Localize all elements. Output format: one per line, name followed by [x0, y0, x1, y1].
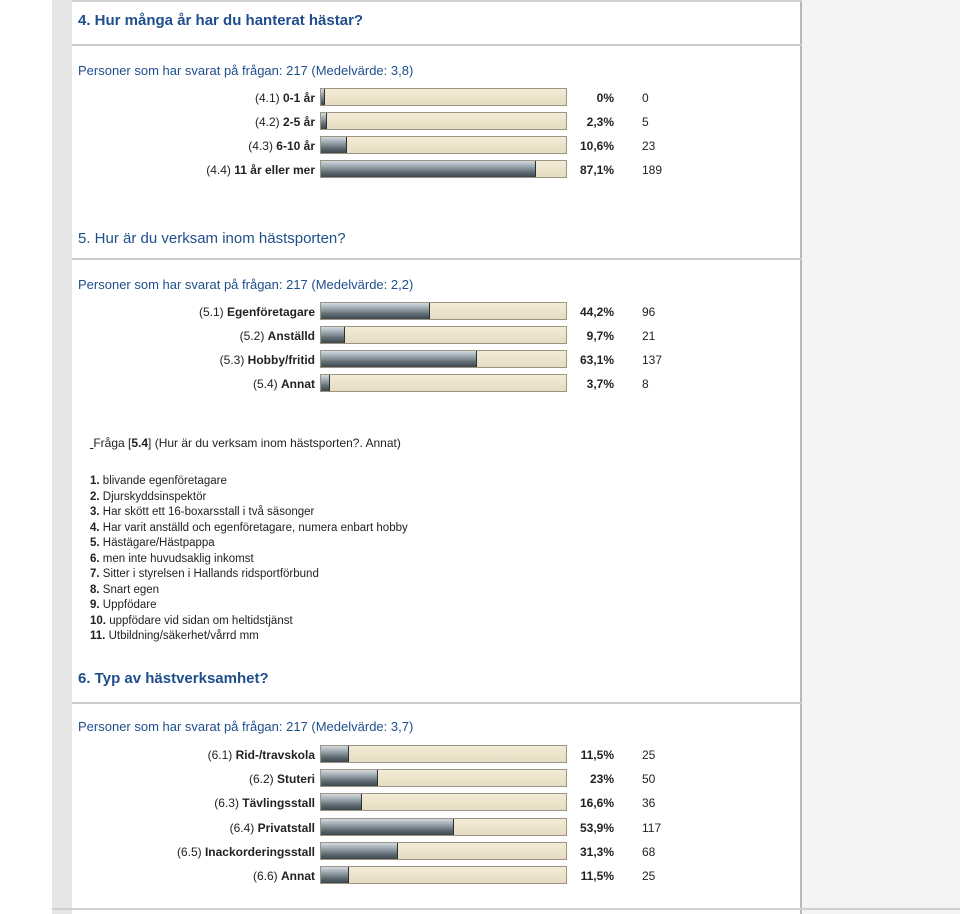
option-row	[0, 819, 700, 837]
percentage-bar-fill	[321, 351, 477, 367]
percentage-bar	[320, 88, 567, 106]
option-percentage: 11,5%	[580, 869, 614, 883]
top-divider	[72, 0, 802, 2]
other-answer-item	[90, 536, 408, 552]
question-5-separator	[72, 258, 802, 260]
other-answer-item	[90, 629, 408, 645]
option-count: 117	[642, 820, 662, 835]
option-row	[0, 794, 700, 812]
option-row	[0, 303, 700, 321]
other-answer-number: 6.	[90, 552, 103, 565]
option-count: 96	[642, 305, 656, 319]
option-row	[0, 89, 700, 107]
percentage-bar	[320, 769, 567, 787]
option-row	[0, 351, 700, 369]
percentage-bar-fill	[321, 794, 362, 810]
option-code: (6.6)	[252, 869, 281, 883]
other-answer-item	[90, 505, 408, 521]
option-count: 25	[642, 748, 656, 762]
option-count: 36	[642, 796, 656, 811]
percentage-bar	[320, 866, 567, 884]
question-4-respondents: Personer som har svarat på frågan: 217 (Medelvärde: 3,8)	[78, 63, 414, 78]
question-4-separator	[72, 44, 802, 46]
option-count: 5	[642, 115, 649, 129]
percentage-bar	[320, 818, 567, 836]
other-answer-item	[90, 474, 408, 490]
percentage-bar-fill	[321, 303, 430, 319]
option-code: (4.3)	[248, 139, 277, 153]
option-count: 23	[642, 139, 656, 153]
percentage-bar-fill	[321, 867, 349, 883]
option-label	[55, 351, 315, 369]
option-name: Annat	[281, 377, 315, 391]
option-name: Tävlingsstall	[242, 796, 315, 811]
other-answer-item	[90, 614, 408, 630]
percentage-bar	[320, 136, 567, 154]
percentage-bar	[320, 793, 567, 811]
percentage-bar	[320, 326, 567, 344]
right-pane	[802, 0, 960, 914]
option-code: (5.4)	[252, 377, 281, 391]
option-name: 11 år eller mer	[234, 163, 315, 177]
option-percentage: 23%	[589, 772, 614, 787]
option-count: 68	[642, 844, 656, 859]
other-answer-number: 1.	[90, 475, 103, 487]
other-answer-text: men inte huvudsaklig inkomst	[102, 552, 254, 565]
option-code: (5.1)	[198, 305, 227, 319]
option-row	[0, 867, 700, 885]
option-name: Stuteri	[276, 772, 315, 787]
other-answer-text: Sitter i styrelsen i Hallands ridsportförbund	[102, 568, 319, 580]
other-answer-number: 11.	[90, 630, 109, 642]
option-row	[0, 770, 700, 788]
question-5-respondents: Personer som har svarat på frågan: 217 (Medelvärde: 2,2)	[78, 277, 414, 292]
option-row	[0, 137, 700, 155]
percentage-bar-fill	[321, 770, 378, 786]
option-row	[0, 746, 700, 764]
option-percentage: 16,6%	[579, 796, 614, 811]
other-answer-number: 3.	[90, 506, 103, 518]
option-percentage: 0%	[596, 91, 614, 105]
other-answer-number: 4.	[90, 521, 103, 534]
option-name: Privatstall	[257, 820, 315, 835]
percentage-bar-fill	[321, 137, 347, 153]
option-code: (6.3)	[214, 796, 243, 811]
option-count: 189	[642, 163, 663, 177]
option-percentage: 9,7%	[586, 329, 614, 343]
percentage-bar	[320, 302, 567, 320]
question-6-separator	[72, 702, 802, 704]
option-name: Rid-/travskola	[235, 748, 315, 762]
option-percentage: 53,9%	[579, 820, 614, 835]
percentage-bar	[320, 112, 567, 130]
option-percentage: 63,1%	[579, 353, 614, 367]
other-answer-number: 10.	[90, 614, 110, 627]
option-name: Anställd	[267, 329, 315, 343]
option-percentage: 10,6%	[579, 139, 614, 153]
percentage-bar	[320, 842, 567, 860]
option-row	[0, 161, 700, 179]
option-percentage: 44,2%	[579, 305, 614, 319]
percentage-bar-fill	[321, 375, 330, 391]
option-label	[55, 89, 315, 107]
other-answer-text: Djurskyddsinspektör	[102, 490, 207, 503]
option-name: 2-5 år	[282, 115, 315, 129]
option-label	[55, 770, 315, 788]
option-label	[55, 794, 315, 812]
other-answer-number: 5.	[90, 537, 103, 549]
other-answer-item	[90, 567, 408, 583]
bottom-divider	[52, 908, 960, 910]
percentage-bar	[320, 160, 567, 178]
option-label	[55, 746, 315, 764]
option-label	[55, 867, 315, 885]
other-answers-list	[90, 474, 408, 645]
question-5-title: 5. Hur är du verksam inom hästsporten?	[78, 230, 346, 247]
option-code: (5.3)	[219, 353, 248, 367]
option-label	[55, 303, 315, 321]
option-row	[0, 327, 700, 345]
option-name: Egenföretagare	[226, 305, 315, 319]
percentage-bar-fill	[321, 843, 398, 859]
other-answer-number: 2.	[90, 490, 103, 503]
option-label	[55, 161, 315, 179]
option-code: (6.1)	[207, 748, 236, 762]
question-4-title: 4. Hur många år har du hanterat hästar?	[78, 12, 364, 29]
option-count: 50	[642, 772, 656, 787]
option-percentage: 87,1%	[579, 163, 614, 177]
percentage-bar	[320, 745, 567, 763]
option-name: Inackorderingsstall	[204, 844, 315, 859]
option-count: 137	[642, 353, 663, 367]
other-answer-item	[90, 583, 408, 599]
percentage-bar-fill	[321, 327, 345, 343]
question-6-respondents: Personer som har svarat på frågan: 217 (Medelvärde: 3,7)	[78, 719, 414, 734]
option-row	[0, 113, 700, 131]
other-answer-text: Har varit anställd och egenföretagare, numera enbart hobby	[102, 521, 408, 534]
other-answer-number: 7.	[90, 568, 103, 580]
option-percentage: 31,3%	[579, 844, 614, 859]
other-answer-number: 8.	[90, 583, 103, 596]
option-name: 6-10 år	[276, 139, 315, 153]
option-code: (4.1)	[254, 91, 283, 105]
option-label	[55, 137, 315, 155]
percentage-bar	[320, 350, 567, 368]
option-count: 8	[642, 377, 649, 391]
other-answer-text: Hästägare/Hästpappa	[102, 537, 215, 549]
option-label	[55, 327, 315, 345]
option-label	[55, 819, 315, 837]
option-count: 25	[642, 869, 656, 883]
percentage-bar-fill	[321, 746, 349, 762]
option-label	[55, 113, 315, 131]
option-row	[0, 843, 700, 861]
option-row	[0, 375, 700, 393]
option-count: 21	[642, 329, 656, 343]
other-answer-text: Uppfödare	[102, 599, 157, 611]
percentage-bar-fill	[321, 161, 536, 177]
percentage-bar-fill	[321, 113, 327, 129]
percentage-bar-fill	[321, 819, 454, 835]
option-code: (6.2)	[248, 772, 277, 787]
other-answer-item	[90, 521, 408, 537]
option-code: (6.5)	[176, 844, 205, 859]
option-name: 0-1 år	[282, 91, 315, 105]
option-code: (4.2)	[254, 115, 283, 129]
other-answer-number: 9.	[90, 599, 103, 611]
other-answer-text: Utbildning/säkerhet/vårrd mm	[108, 630, 259, 642]
option-count: 0	[642, 91, 649, 105]
option-name: Annat	[281, 869, 315, 883]
option-code: (4.4)	[206, 163, 235, 177]
option-label	[55, 843, 315, 861]
option-percentage: 2,3%	[586, 115, 614, 129]
option-code: (6.4)	[229, 820, 258, 835]
other-answer-item	[90, 490, 408, 506]
other-answer-text: uppfödare vid sidan om heltidstjänst	[109, 614, 293, 627]
other-answer-text: Snart egen	[102, 583, 160, 596]
percentage-bar	[320, 374, 567, 392]
other-answer-text: blivande egenföretagare	[102, 475, 227, 487]
other-answer-item	[90, 552, 408, 568]
option-percentage: 11,5%	[580, 748, 614, 762]
option-name: Hobby/fritid	[247, 353, 315, 367]
option-label	[55, 375, 315, 393]
option-percentage: 3,7%	[586, 377, 614, 391]
question-6-title: 6. Typ av hästverksamhet?	[78, 670, 269, 687]
other-answer-item	[90, 598, 408, 614]
percentage-bar-fill	[321, 89, 325, 105]
other-answers-heading: Fråga [5.4] (Hur är du verksam inom hästsporten?. Annat)	[93, 436, 401, 450]
other-answer-text: Har skött ett 16-boxarsstall i två säsonger	[102, 506, 315, 518]
option-code: (5.2)	[239, 329, 268, 343]
